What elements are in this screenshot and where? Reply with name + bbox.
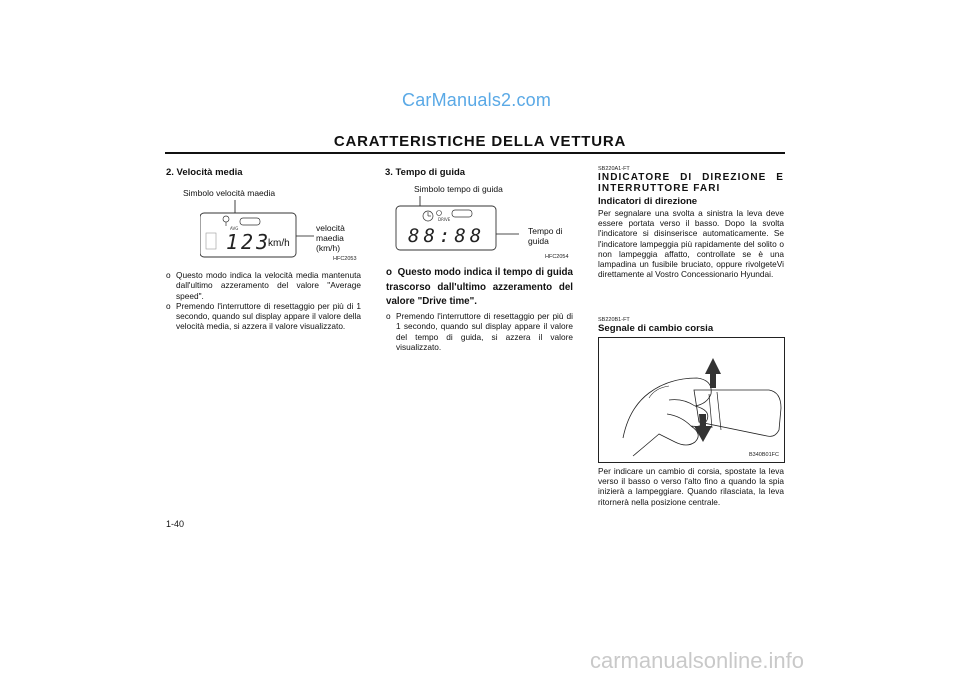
turn-signal-paragraph: Per segnalare una svolta a sinistra la leva deve essere portata verso il basso. Dopo la svolta l'indicatore si disinserisce automaticamente. Se l'indicatore lampeggia più rapidamente del solito o non lampeggia affatto, controllate se è una lampadina un fusibile bruciato, oppure rivolgeteVi direttamente al Vostro Concessionario Hyundai. — [598, 208, 784, 280]
drive-time-lcd-figure — [394, 194, 574, 256]
value-label-line: maedia — [316, 233, 344, 243]
value-label-line: guida — [528, 236, 549, 246]
value-label-line: Tempo di — [528, 226, 563, 236]
hand-on-lever-drawing — [599, 338, 784, 462]
lane-change-paragraph: Per indicare un cambio di corsia, spostate la leva verso il basso o verso l'alto fino a quando la spia inizierà a lampeggiare. Quando rilasciata, la leva ritornerà nella posizione centrale. — [598, 466, 784, 507]
figure-code-hfc2053: HFC2053 — [333, 256, 357, 262]
value-label-line: (km/h) — [316, 243, 341, 253]
svg-text:DRIVE: DRIVE — [438, 217, 451, 222]
drive-time-lcd-digits: 88:88 — [408, 225, 486, 247]
bullet-marker: o — [386, 267, 392, 278]
average-speed-lcd-digits: 123 — [226, 230, 272, 254]
page-title: CARATTERISTICHE DELLA VETTURA — [333, 133, 627, 150]
list-item: o Premendo l'interruttore di resettaggio per più di 1 secondo, quando sul display appare il valore della velocità media, si azzera il valore visualizzato. — [166, 300, 361, 332]
watermark-bottom: carmanualsonline.info — [590, 648, 805, 673]
value-label-line: velocità — [316, 223, 345, 233]
bullet-marker: o — [386, 311, 391, 321]
svg-text:AVG: AVG — [230, 226, 239, 231]
drive-time-symbol-label: Simbolo tempo di guida — [414, 184, 503, 194]
bullet-marker: o — [166, 270, 171, 280]
list-item: o Premendo l'interruttore di resettaggio per più di 1 secondo, quando sul display appare il valore del tempo di guida, si azzera il valore visualizzato. — [386, 311, 573, 352]
section-code-sb220a1: SB220A1-FT — [598, 166, 630, 172]
figure-code-b340b01fc: B340B01FC — [749, 452, 779, 458]
figure-code-hfc2054: HFC2054 — [545, 254, 569, 260]
list-item: o Questo modo indica la velocità media mantenuta dall'ultimo azzeramento del valore "Average speed". — [166, 270, 361, 301]
subheading-lane-change: Segnale di cambio corsia — [598, 323, 714, 334]
drive-time-main-bullet: o Questo modo indica il tempo di guida trascorso dall'ultimo azzeramento del valore "Drive time". — [386, 267, 573, 307]
average-speed-lcd-unit: km/h — [268, 238, 290, 249]
section-code-sb220b1: SB220B1-FT — [598, 317, 630, 323]
drive-time-bullet-list — [386, 311, 573, 352]
section-heading-average-speed: 2. Velocità media — [166, 167, 243, 178]
average-speed-bullet-list — [166, 270, 361, 332]
section-title-turn-indicator: INDICATORE DI DIREZIONE E INTERRUTTORE FARI — [598, 172, 784, 194]
drive-time-value-label — [528, 226, 563, 246]
lane-change-figure — [598, 337, 785, 463]
subheading-turn-signals: Indicatori di direzione — [598, 196, 698, 207]
bullet-marker: o — [166, 300, 171, 311]
average-speed-value-label — [316, 223, 345, 253]
average-speed-symbol-label: Simbolo velocità maedia — [183, 188, 276, 198]
page-number: 1-40 — [166, 519, 185, 529]
watermark-top: CarManuals2.com — [402, 90, 552, 110]
header-rule — [165, 152, 785, 154]
section-heading-drive-time: 3. Tempo di guida — [385, 167, 466, 178]
